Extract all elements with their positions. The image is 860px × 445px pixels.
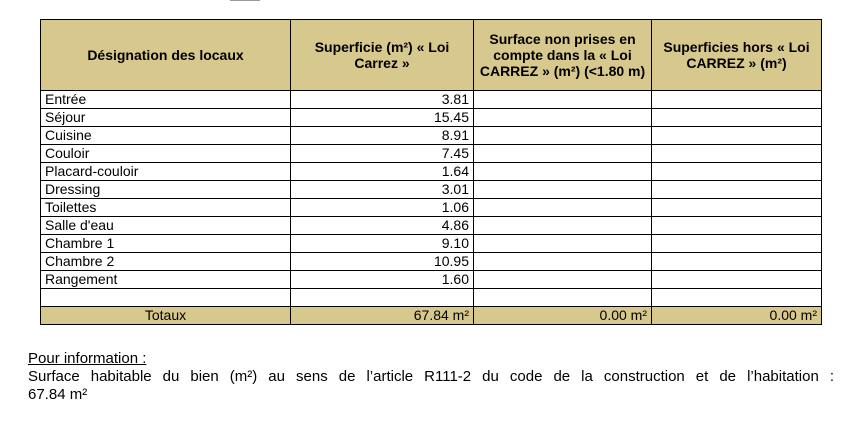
room-excluded-cell xyxy=(474,91,652,109)
room-area-cell: 9.10 xyxy=(291,235,474,253)
table-row xyxy=(41,199,822,217)
room-name-cell: Séjour xyxy=(41,109,291,127)
room-outside-cell xyxy=(652,163,822,181)
table-row xyxy=(41,109,822,127)
room-area-cell: 3.01 xyxy=(291,181,474,199)
room-name-cell: Toilettes xyxy=(41,199,291,217)
room-excluded-cell xyxy=(474,163,652,181)
room-excluded-cell xyxy=(474,199,652,217)
room-name-cell: Entrée xyxy=(41,91,291,109)
room-area-cell: 10.95 xyxy=(291,253,474,271)
room-outside-cell xyxy=(652,145,822,163)
room-excluded-cell xyxy=(474,145,652,163)
table-row xyxy=(41,127,822,145)
room-name-cell: Placard-couloir xyxy=(41,163,291,181)
room-outside-cell xyxy=(652,289,822,307)
table-row xyxy=(41,91,822,109)
room-outside-cell xyxy=(652,271,822,289)
room-excluded-cell xyxy=(474,253,652,271)
room-area-cell: 4.86 xyxy=(291,217,474,235)
room-outside-cell xyxy=(652,217,822,235)
info-value: 67.84 m² xyxy=(28,386,88,403)
totals-area: 67.84 m² xyxy=(291,307,474,325)
totals-label: Totaux xyxy=(41,307,291,325)
top-rule xyxy=(230,0,260,4)
table-row xyxy=(41,181,822,199)
room-name-cell: Couloir xyxy=(41,145,291,163)
room-area-cell: 1.64 xyxy=(291,163,474,181)
table-row xyxy=(41,235,822,253)
room-outside-cell xyxy=(652,235,822,253)
room-area-cell xyxy=(291,289,474,307)
table-row xyxy=(41,271,822,289)
header-outside-carrez: Superficies hors « Loi CARREZ » (m²) xyxy=(652,20,822,91)
room-name-cell: Dressing xyxy=(41,181,291,199)
carrez-surface-table xyxy=(40,19,822,325)
totals-row xyxy=(41,307,822,325)
room-name-cell: Chambre 1 xyxy=(41,235,291,253)
header-excluded-area: Surface non prises en compte dans la « Loi CARREZ » (m²) (<1.80 m) xyxy=(474,20,652,91)
room-area-cell: 1.60 xyxy=(291,271,474,289)
room-area-cell: 3.81 xyxy=(291,91,474,109)
room-area-cell: 8.91 xyxy=(291,127,474,145)
room-excluded-cell xyxy=(474,217,652,235)
info-text: Surface habitable du bien (m²) au sens de l’article R111-2 du code de la construction et de l’habitation : xyxy=(28,368,834,385)
room-outside-cell xyxy=(652,109,822,127)
table-header-row xyxy=(41,20,822,91)
room-excluded-cell xyxy=(474,181,652,199)
room-outside-cell xyxy=(652,91,822,109)
table-body xyxy=(41,91,822,307)
header-carrez-area: Superficie (m²) « Loi Carrez » xyxy=(291,20,474,91)
table-row xyxy=(41,163,822,181)
room-area-cell: 7.45 xyxy=(291,145,474,163)
room-name-cell: Rangement xyxy=(41,271,291,289)
room-outside-cell xyxy=(652,253,822,271)
room-name-cell: Chambre 2 xyxy=(41,253,291,271)
room-outside-cell xyxy=(652,199,822,217)
room-excluded-cell xyxy=(474,127,652,145)
info-block xyxy=(28,350,834,404)
room-area-cell: 15.45 xyxy=(291,109,474,127)
room-excluded-cell xyxy=(474,109,652,127)
room-name-cell: Salle d'eau xyxy=(41,217,291,235)
room-outside-cell xyxy=(652,127,822,145)
totals-excluded: 0.00 m² xyxy=(474,307,652,325)
totals-outside: 0.00 m² xyxy=(652,307,822,325)
table-row xyxy=(41,217,822,235)
room-excluded-cell xyxy=(474,271,652,289)
table-row xyxy=(41,253,822,271)
room-outside-cell xyxy=(652,181,822,199)
room-name-cell xyxy=(41,289,291,307)
info-title: Pour information : xyxy=(28,350,147,367)
table-row xyxy=(41,289,822,307)
room-name-cell: Cuisine xyxy=(41,127,291,145)
header-designation: Désignation des locaux xyxy=(41,20,291,91)
room-area-cell: 1.06 xyxy=(291,199,474,217)
room-excluded-cell xyxy=(474,235,652,253)
table-row xyxy=(41,145,822,163)
room-excluded-cell xyxy=(474,289,652,307)
